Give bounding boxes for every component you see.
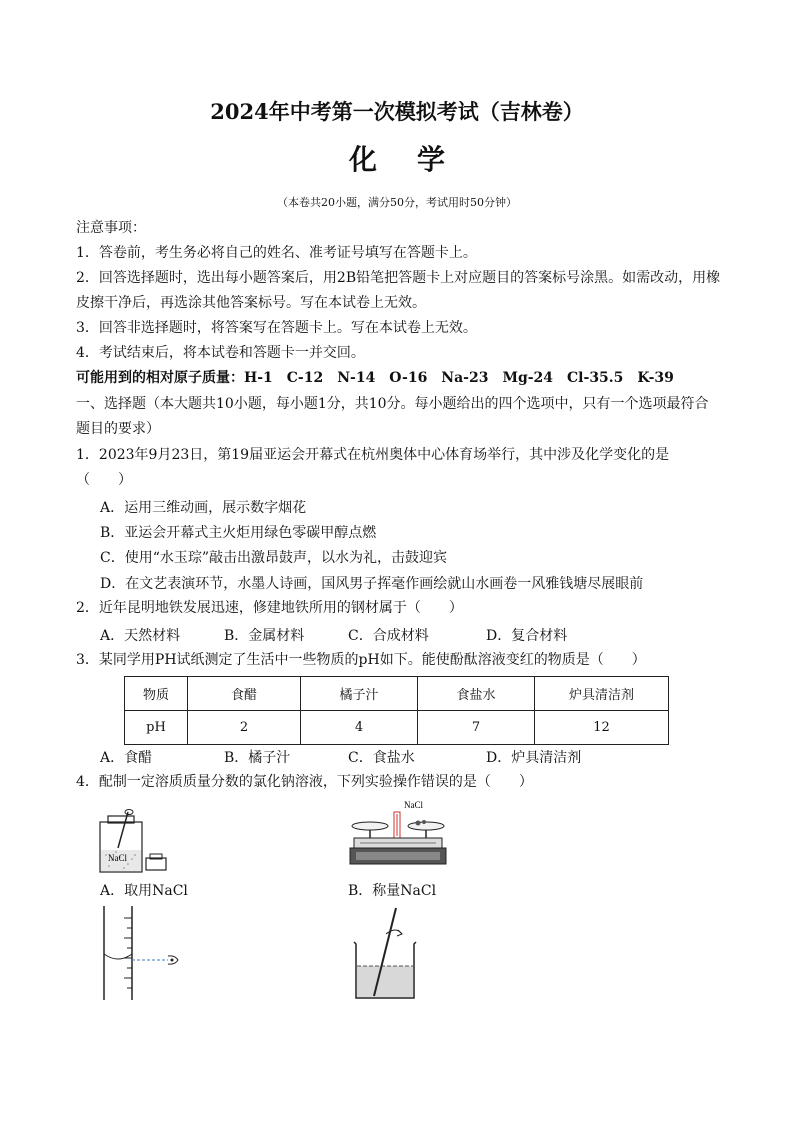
atomic-masses: 可能用到的相对原子质量：H-1 C-12 N-14 O-16 Na-23 Mg-24 Cl-35.5 K-39	[76, 370, 674, 386]
q1-option-b: B．亚运会开幕式主火炬用绿色零碳甲醇点燃	[100, 525, 377, 541]
instruction-4: 4．考试结束后，将本试卷和答题卡一并交回。	[76, 345, 365, 361]
table-cell: pH	[125, 711, 188, 745]
q1-option-a: A．运用三维动画，展示数字烟花	[100, 500, 307, 516]
balance-label: NaCl	[404, 800, 423, 810]
instruction-1: 1．答卷前，考生务必将自己的姓名、准考证号填写在答题卡上。	[76, 245, 477, 261]
table-cell: 物质	[125, 677, 188, 711]
exam-title: 2024年中考第一次模拟考试（吉林卷）	[210, 99, 584, 124]
ph-table	[124, 676, 669, 745]
table-cell: 7	[418, 711, 535, 745]
table-row	[125, 711, 669, 745]
q3-option-a: A．食醋	[100, 750, 153, 766]
q3-option-c: C．食盐水	[348, 750, 415, 766]
table-cell: 食盐水	[418, 677, 535, 711]
q2-stem: 2．近年昆明地铁发展迅速，修建地铁所用的钢材属于（ ）	[76, 600, 463, 616]
table-cell: 橘子汁	[301, 677, 418, 711]
instruction-2: 2．回答选择题时，选出每小题答案后，用2B铅笔把答题卡上对应题目的答案标号涂黑。如需改动，用橡	[76, 270, 721, 286]
table-cell: 炉具清洁剂	[535, 677, 669, 711]
instruction-2-cont: 皮擦干净后，再选涂其他答案标号。写在本试卷上无效。	[76, 295, 426, 311]
q1-stem: 1．2023年9月23日，第19届亚运会开幕式在杭州奥体中心体育场举行，其中涉及化学变化的是	[76, 447, 670, 463]
q3-stem: 3．某同学用PH试纸测定了生活中一些物质的pH如下。能使酚酞溶液变红的物质是（ ）	[76, 652, 646, 668]
table-cell: 4	[301, 711, 418, 745]
q2-option-c: C．合成材料	[348, 628, 429, 644]
q3-option-b: B．橘子汁	[224, 750, 291, 766]
q2-option-a: A．天然材料	[100, 628, 181, 644]
q4-caption-a: A．取用NaCl	[100, 883, 188, 899]
q4-stem: 4．配制一定溶质质量分数的氯化钠溶液，下列实验操作错误的是（ ）	[76, 774, 533, 790]
q2-option-d: D．复合材料	[486, 628, 568, 644]
q1-option-d: D．在文艺表演环节，水墨人诗画，国风男子挥毫作画绘就山水画卷一风雅钱塘尽展眼前	[100, 576, 644, 592]
table-cell: 食醋	[188, 677, 301, 711]
bottle-label: NaCl	[108, 853, 127, 863]
section-1-heading: 一、选择题（本大题共10小题，每小题1分，共10分。每小题给出的四个选项中，只有一个选项最符合	[76, 396, 709, 412]
balance-figure	[348, 798, 448, 870]
beaker-figure	[348, 906, 432, 1002]
q1-paren: （ ）	[76, 472, 132, 488]
table-cell: 2	[188, 711, 301, 745]
section-1-heading-cont: 题目的要求）	[76, 421, 160, 437]
instructions-heading: 注意事项：	[76, 220, 146, 236]
instruction-3: 3．回答非选择题时，将答案写在答题卡上。写在本试卷上无效。	[76, 320, 477, 336]
graduated-cylinder-figure	[98, 906, 184, 1002]
table-row	[125, 677, 669, 711]
q4-caption-b: B．称量NaCl	[348, 883, 437, 899]
exam-note: （本卷共20小题，满分50分，考试用时50分钟）	[277, 196, 517, 209]
q1-option-c: C．使用“水玉琮”敲击出激昂鼓声，以水为礼，击鼓迎宾	[100, 550, 448, 566]
q2-option-b: B．金属材料	[224, 628, 305, 644]
table-cell: 12	[535, 711, 669, 745]
q3-option-d: D．炉具清洁剂	[486, 750, 582, 766]
reagent-bottle-figure	[98, 808, 178, 874]
subject-title: 化学	[348, 143, 485, 176]
